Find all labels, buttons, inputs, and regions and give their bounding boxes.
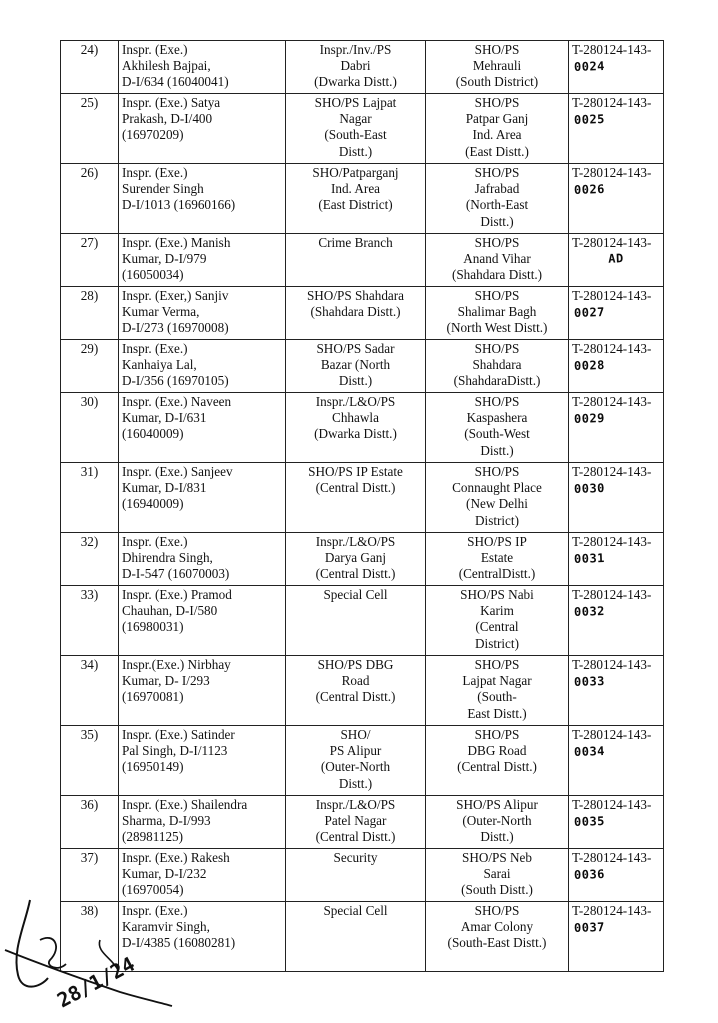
posting-from-cell: [286, 463, 426, 533]
posting-to-cell: [426, 849, 569, 902]
posting-from-cell: [286, 533, 426, 586]
from-line: (East District): [318, 197, 393, 213]
from-line: (South-East: [324, 127, 387, 143]
handwritten-suffix: 0026: [573, 182, 606, 198]
roster-row: [61, 234, 664, 287]
name-line: D-I-547 (16070003): [122, 566, 230, 582]
to-line: (CentralDistt.): [458, 566, 536, 582]
posting-to-cell: [426, 463, 569, 533]
to-line: SHO/PS: [474, 394, 520, 409]
name-line: (16950149): [122, 759, 184, 775]
name-line: Inspr. (Exe.) Manish: [122, 235, 231, 250]
serial-number: 24): [61, 41, 119, 94]
to-line: SHO/PS: [474, 235, 520, 250]
to-line: District): [475, 512, 519, 528]
to-line: Karim: [480, 603, 514, 619]
signature-date: 28/1/24: [53, 951, 139, 1013]
diary-number: T-280124-143-: [572, 394, 652, 409]
officer-cell: [119, 656, 286, 726]
handwritten-suffix: 0032: [573, 604, 606, 620]
posting-to-cell: [426, 902, 569, 972]
to-line: SHO/PS: [474, 95, 520, 110]
name-line: Kumar Verma,: [122, 304, 200, 320]
name-line: Kumar, D- I/293: [122, 673, 210, 689]
to-line: (South District): [455, 74, 539, 90]
handwritten-suffix: 0033: [573, 674, 606, 690]
posting-to-cell: [426, 726, 569, 796]
diary-number: T-280124-143-: [572, 464, 652, 479]
to-line: District): [475, 635, 519, 651]
posting-from-cell: [286, 656, 426, 726]
from-line: SHO/Patparganj: [312, 165, 399, 180]
roster-row: [61, 533, 664, 586]
name-line: Inspr. (Exe.): [122, 534, 188, 549]
to-line: SHO/PS: [474, 464, 520, 479]
to-line: SHO/PS: [474, 42, 520, 57]
name-line: Akhilesh Bajpai,: [122, 58, 211, 74]
handwritten-suffix: 0036: [573, 867, 606, 883]
from-line: Crime Branch: [318, 235, 393, 250]
posting-to-cell: [426, 393, 569, 463]
diary-number-cell: [569, 94, 664, 164]
name-line: Kumar, D-I/979: [122, 251, 207, 267]
diary-number: T-280124-143-: [572, 727, 652, 742]
serial-number: 27): [61, 234, 119, 287]
to-line: SHO/PS: [474, 657, 520, 672]
from-line: SHO/PS Lajpat: [314, 95, 397, 110]
posting-to-cell: [426, 41, 569, 94]
handwritten-suffix: 0029: [573, 411, 606, 427]
to-line: (South-West: [464, 426, 530, 442]
roster-row: [61, 94, 664, 164]
to-line: (Outer-North: [462, 813, 532, 829]
name-line: (16980031): [122, 619, 184, 635]
name-line: Inspr. (Exer,) Sanjiv: [122, 288, 229, 303]
diary-number-cell: [569, 796, 664, 849]
posting-to-cell: [426, 234, 569, 287]
officer-cell: [119, 234, 286, 287]
name-line: Kumar, D-I/631: [122, 410, 207, 426]
serial-number: 37): [61, 849, 119, 902]
serial-number: 31): [61, 463, 119, 533]
from-line: Road: [341, 673, 370, 689]
diary-number: T-280124-143-: [572, 903, 652, 918]
handwritten-suffix: 0034: [573, 744, 606, 760]
name-line: D-I/634 (16040041): [122, 74, 229, 90]
from-line: SHO/: [340, 727, 371, 742]
handwritten-suffix: 0037: [573, 920, 606, 936]
posting-from-cell: [286, 849, 426, 902]
name-line: Prakash, D-I/400: [122, 111, 213, 127]
to-line: (Shahdara Distt.): [451, 267, 543, 283]
posting-to-cell: [426, 340, 569, 393]
diary-number-cell: [569, 902, 664, 972]
to-line: SHO/PS: [474, 165, 520, 180]
diary-number-cell: [569, 463, 664, 533]
roster-row: [61, 393, 664, 463]
to-line: Lajpat Nagar: [462, 673, 532, 689]
to-line: Anand Vihar: [463, 251, 531, 267]
to-line: Connaught Place: [452, 480, 542, 496]
name-line: Inspr.(Exe.) Nirbhay: [122, 657, 231, 672]
from-line: SHO/PS Shahdara: [306, 288, 405, 303]
from-line: Patel Nagar: [324, 813, 387, 829]
to-line: DBG Road: [467, 743, 527, 759]
name-line: Inspr. (Exe.) Pramod: [122, 587, 232, 602]
diary-number-cell: [569, 849, 664, 902]
name-line: Karamvir Singh,: [122, 919, 210, 935]
posting-from-cell: [286, 41, 426, 94]
serial-number: 30): [61, 393, 119, 463]
handwritten-suffix: 0030: [573, 481, 606, 497]
name-line: (16050034): [122, 267, 184, 283]
name-line: Inspr. (Exe.): [122, 903, 188, 918]
posting-from-cell: [286, 586, 426, 656]
from-line: Bazar (North: [320, 357, 391, 373]
handwritten-suffix: 0025: [573, 112, 606, 128]
diary-number: T-280124-143-: [572, 797, 652, 812]
from-line: Special Cell: [323, 587, 388, 602]
to-line: Jafrabad: [474, 181, 520, 197]
to-line: SHO/PS Nabi: [460, 587, 534, 602]
handwritten-suffix: AD: [607, 251, 624, 266]
name-line: Inspr. (Exe.): [122, 341, 188, 356]
to-line: Shahdara: [472, 357, 522, 373]
name-line: Kumar, D-I/232: [122, 866, 207, 882]
diary-number: T-280124-143-: [572, 95, 652, 110]
to-line: Distt.): [480, 213, 514, 229]
from-line: Inspr./L&O/PS: [315, 394, 396, 409]
diary-number-cell: [569, 393, 664, 463]
to-line: SHO/PS: [474, 341, 520, 356]
from-line: (Outer-North: [320, 759, 391, 775]
diary-number-cell: [569, 340, 664, 393]
name-line: (28981125): [122, 829, 184, 845]
from-line: Chhawla: [332, 410, 379, 426]
diary-number: T-280124-143-: [572, 534, 652, 549]
posting-to-cell: [426, 656, 569, 726]
officer-cell: [119, 164, 286, 234]
name-line: Kumar, D-I/831: [122, 480, 207, 496]
diary-number: T-280124-143-: [572, 850, 652, 865]
roster-row: [61, 656, 664, 726]
posting-to-cell: [426, 287, 569, 340]
posting-from-cell: [286, 234, 426, 287]
name-line: Inspr. (Exe.): [122, 42, 188, 57]
name-line: Inspr. (Exe.) Sanjeev: [122, 464, 233, 479]
roster-body: [61, 41, 664, 972]
diary-number-cell: [569, 726, 664, 796]
transfer-roster-table: [60, 40, 664, 972]
diary-number-cell: [569, 164, 664, 234]
name-line: Kanhaiya Lal,: [122, 357, 197, 373]
name-line: (16970209): [122, 127, 184, 143]
diary-number-cell: [569, 533, 664, 586]
diary-number-cell: [569, 287, 664, 340]
roster-row: [61, 726, 664, 796]
name-line: Inspr. (Exe.) Rakesh: [122, 850, 230, 865]
from-line: (Dwarka Distt.): [314, 74, 397, 90]
serial-number: 34): [61, 656, 119, 726]
handwritten-suffix: 0027: [573, 305, 606, 321]
from-line: SHO/PS IP Estate: [308, 464, 403, 479]
from-line: SHO/PS DBG: [317, 657, 394, 672]
name-line: D-I/273 (16970008): [122, 320, 229, 336]
to-line: (South-: [477, 689, 517, 705]
from-line: (Central Distt.): [315, 480, 396, 496]
roster-row: [61, 287, 664, 340]
roster-row: [61, 340, 664, 393]
serial-number: 33): [61, 586, 119, 656]
posting-to-cell: [426, 94, 569, 164]
posting-to-cell: [426, 533, 569, 586]
diary-number: T-280124-143-: [572, 165, 652, 180]
to-line: Estate: [480, 550, 514, 566]
posting-from-cell: [286, 902, 426, 972]
to-line: Mehrauli: [472, 58, 522, 74]
from-line: Security: [333, 850, 378, 865]
roster-row: [61, 796, 664, 849]
from-line: Distt.): [338, 373, 373, 389]
officer-cell: [119, 287, 286, 340]
officer-cell: [119, 586, 286, 656]
diary-number-cell: [569, 586, 664, 656]
to-line: SHO/PS Alipur: [456, 797, 538, 812]
serial-number: 38): [61, 902, 119, 972]
serial-number: 25): [61, 94, 119, 164]
serial-number: 32): [61, 533, 119, 586]
name-line: (16970054): [122, 882, 184, 898]
posting-from-cell: [286, 796, 426, 849]
roster-row: [61, 586, 664, 656]
roster-row: [61, 463, 664, 533]
officer-cell: [119, 726, 286, 796]
to-line: (North West Distt.): [446, 320, 548, 336]
handwritten-suffix: 0035: [573, 814, 606, 830]
to-line: (East Distt.): [465, 143, 529, 159]
posting-from-cell: [286, 726, 426, 796]
name-line: Pal Singh, D-I/1123: [122, 743, 228, 759]
handwritten-signature: [0, 880, 180, 1023]
name-line: D-I/356 (16970105): [122, 373, 229, 389]
name-line: Surender Singh: [122, 181, 204, 197]
from-line: Ind. Area: [330, 181, 381, 197]
name-line: Sharma, D-I/993: [122, 813, 211, 829]
diary-number: T-280124-143-: [572, 587, 652, 602]
posting-to-cell: [426, 586, 569, 656]
name-line: (16940009): [122, 496, 184, 512]
officer-cell: [119, 94, 286, 164]
handwritten-suffix: 0028: [573, 358, 606, 374]
diary-number: T-280124-143-: [572, 657, 652, 672]
diary-number-cell: [569, 234, 664, 287]
to-line: (South Distt.): [461, 882, 533, 898]
officer-cell: [119, 393, 286, 463]
officer-cell: [119, 340, 286, 393]
to-line: (New Delhi: [466, 496, 528, 512]
diary-number-cell: [569, 656, 664, 726]
to-line: Kaspashera: [466, 410, 528, 426]
to-line: SHO/PS: [474, 288, 520, 303]
from-line: Distt.): [338, 775, 373, 791]
name-line: Inspr. (Exe.) Satya: [122, 95, 221, 110]
name-line: D-I/1013 (16960166): [122, 197, 236, 213]
roster-row: [61, 41, 664, 94]
to-line: SHO/PS: [474, 903, 520, 918]
handwritten-suffix: 0024: [573, 59, 606, 75]
from-line: Inspr./L&O/PS: [315, 534, 396, 549]
serial-number: 29): [61, 340, 119, 393]
from-line: PS Alipur: [329, 743, 382, 759]
to-line: (North-East: [465, 197, 529, 213]
from-line: (Central Distt.): [315, 689, 396, 705]
from-line: (Shahdara Distt.): [310, 304, 401, 320]
to-line: Ind. Area: [472, 127, 522, 143]
diary-number-cell: [569, 41, 664, 94]
to-line: SHO/PS: [474, 727, 520, 742]
posting-from-cell: [286, 393, 426, 463]
posting-from-cell: [286, 164, 426, 234]
to-line: SHO/PS Neb: [462, 850, 532, 865]
to-line: Amar Colony: [460, 919, 534, 935]
to-line: Shalimar Bagh: [457, 304, 537, 320]
name-line: Inspr. (Exe.) Naveen: [122, 394, 232, 409]
officer-cell: [119, 463, 286, 533]
to-line: (ShahdaraDistt.): [453, 373, 541, 389]
from-line: Inspr./L&O/PS: [315, 797, 396, 812]
from-line: Distt.): [338, 143, 373, 159]
officer-cell: [119, 533, 286, 586]
from-line: (Dwarka Distt.): [314, 426, 397, 442]
name-line: Inspr. (Exe.) Shailendra: [122, 797, 248, 812]
handwritten-suffix: 0031: [573, 551, 606, 567]
from-line: (Central Distt.): [315, 566, 396, 582]
serial-number: 35): [61, 726, 119, 796]
posting-from-cell: [286, 340, 426, 393]
posting-to-cell: [426, 164, 569, 234]
from-line: Dabri: [340, 58, 371, 74]
posting-from-cell: [286, 94, 426, 164]
to-line: Distt.): [480, 442, 514, 458]
to-line: Distt.): [480, 829, 514, 845]
diary-number: T-280124-143-: [572, 288, 652, 303]
from-line: (Central Distt.): [315, 829, 396, 845]
to-line: Patpar Ganj: [465, 111, 529, 127]
from-line: Inspr./Inv./PS: [319, 42, 392, 57]
name-line: Inspr. (Exe.): [122, 165, 188, 180]
from-line: Special Cell: [323, 903, 388, 918]
name-line: (16970081): [122, 689, 184, 705]
from-line: SHO/PS Sadar: [316, 341, 395, 356]
diary-number: T-280124-143-: [572, 235, 652, 250]
diary-number: T-280124-143-: [572, 42, 652, 57]
to-line: SHO/PS IP: [467, 534, 527, 549]
serial-number: 26): [61, 164, 119, 234]
to-line: Sarai: [483, 866, 511, 882]
from-line: Darya Ganj: [324, 550, 387, 566]
serial-number: 36): [61, 796, 119, 849]
diary-number: T-280124-143-: [572, 341, 652, 356]
roster-row: [61, 164, 664, 234]
name-line: Inspr. (Exe.) Satinder: [122, 727, 235, 742]
officer-cell: [119, 796, 286, 849]
to-line: (Central Distt.): [457, 759, 537, 775]
officer-cell: [119, 41, 286, 94]
name-line: Chauhan, D-I/580: [122, 603, 218, 619]
name-line: Dhirendra Singh,: [122, 550, 213, 566]
posting-from-cell: [286, 287, 426, 340]
posting-to-cell: [426, 796, 569, 849]
serial-number: 28): [61, 287, 119, 340]
from-line: Nagar: [339, 111, 372, 127]
to-line: East Distt.): [467, 705, 527, 721]
name-line: D-I/4385 (16080281): [122, 935, 236, 951]
to-line: (Central: [475, 619, 519, 635]
to-line: (South-East Distt.): [447, 935, 547, 951]
name-line: (16040009): [122, 426, 184, 442]
